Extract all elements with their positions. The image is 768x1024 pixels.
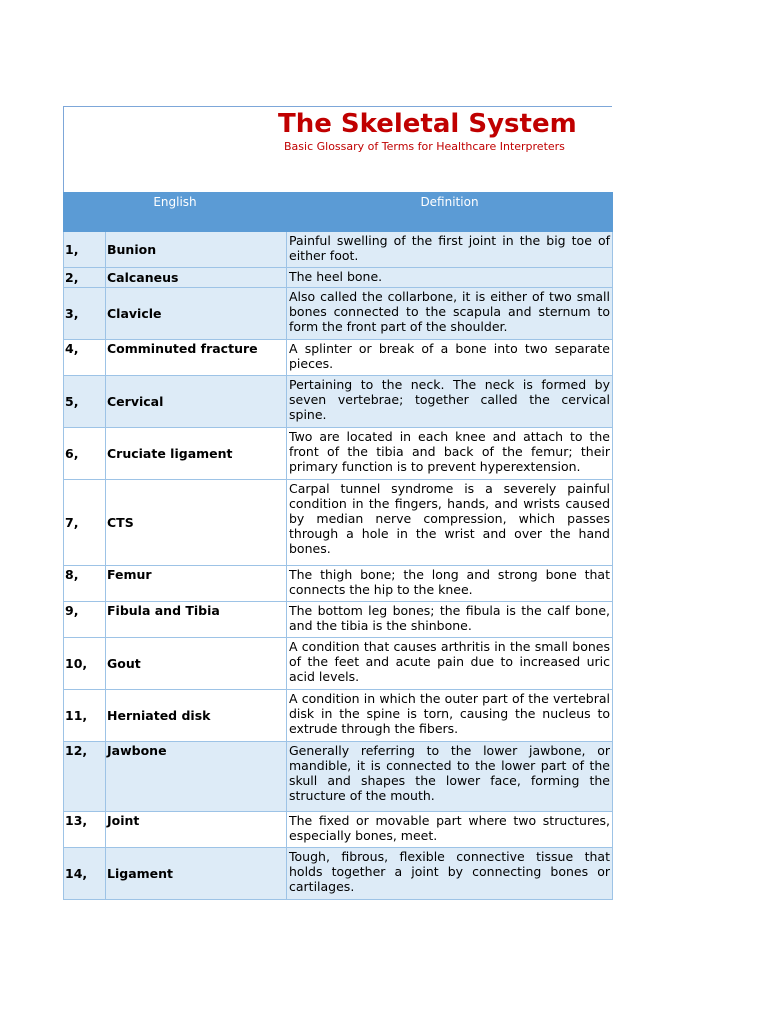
row-number: 7, [64,480,106,566]
row-number: 3, [64,288,106,340]
row-number: 8, [64,566,106,602]
row-number: 9, [64,602,106,638]
row-number: 14, [64,848,106,900]
row-number: 11, [64,690,106,742]
row-number: 2, [64,268,106,288]
glossary-body [64,232,613,900]
row-definition: A condition that causes arthritis in the small bones of the feet and acute pain due to increased uric acid levels. [287,638,613,690]
table-row [64,376,613,428]
document-title: The Skeletal System [278,109,577,139]
row-definition-text: Two are located in each knee and attach to the front of the tibia and back of the femur; their primary function is to prevent hyperextension. [289,429,610,474]
row-definition: A condition in which the outer part of the vertebral disk in the spine is torn, causing the nucleus to extrude through the fibers. [287,690,613,742]
row-number: 1, [64,232,106,268]
row-definition: A splinter or break of a bone into two separate pieces. [287,340,613,376]
row-number: 5, [64,376,106,428]
row-term: Cervical [106,376,287,428]
row-definition [287,480,613,566]
table-row [64,288,613,340]
row-number: 6, [64,428,106,480]
row-term: Cruciate ligament [106,428,287,480]
table-row [64,638,613,690]
row-definition: Painful swelling of the first joint in the big toe of either foot. [287,232,613,268]
document-subtitle: Basic Glossary of Terms for Healthcare Interpreters [284,140,565,153]
row-term: Gout [106,638,287,690]
glossary-table [63,192,613,900]
glossary-frame [63,106,612,895]
row-term: CTS [106,480,287,566]
table-row [64,232,613,268]
title-block [63,106,612,193]
row-term: Femur [106,566,287,602]
row-term: Joint [106,812,287,848]
row-term: Fibula and Tibia [106,602,287,638]
table-row [64,480,613,566]
table-header-row [64,193,613,232]
table-row [64,812,613,848]
header-english: English [64,193,287,232]
row-definition: The heel bone. [287,268,613,288]
row-term: Bunion [106,232,287,268]
row-term: Herniated disk [106,690,287,742]
row-term: Ligament [106,848,287,900]
row-definition: The fixed or movable part where two structures, especially bones, meet. [287,812,613,848]
row-definition-text: Carpal tunnel syndrome is a severely painful condition in the fingers, hands, and wrists caused by median nerve compression, which passes through a hole in the wrist and over the hand bones. [289,481,610,556]
row-term: Calcaneus [106,268,287,288]
row-term: Jawbone [106,742,287,812]
row-definition [287,428,613,480]
row-definition: Pertaining to the neck. The neck is formed by seven vertebrae; together called the cervical spine. [287,376,613,428]
row-definition: The bottom leg bones; the fibula is the calf bone, and the tibia is the shinbone. [287,602,613,638]
table-row [64,690,613,742]
row-definition: Tough, fibrous, flexible connective tissue that holds together a joint by connecting bones or cartilages. [287,848,613,900]
table-row [64,268,613,288]
table-row [64,602,613,638]
row-number: 4, [64,340,106,376]
table-row [64,848,613,900]
row-definition: Also called the collarbone, it is either of two small bones connected to the scapula and sternum to form the front part of the shoulder. [287,288,613,340]
row-number: 12, [64,742,106,812]
row-number: 13, [64,812,106,848]
row-term: Clavicle [106,288,287,340]
row-term: Comminuted fracture [106,340,287,376]
row-definition: Generally referring to the lower jawbone, or mandible, it is connected to the lower part of the skull and shapes the lower face, forming the structure of the mouth. [287,742,613,812]
table-row [64,742,613,812]
table-row [64,566,613,602]
row-number: 10, [64,638,106,690]
table-row [64,340,613,376]
header-definition: Definition [287,193,613,232]
row-definition: The thigh bone; the long and strong bone that connects the hip to the knee. [287,566,613,602]
table-row [64,428,613,480]
